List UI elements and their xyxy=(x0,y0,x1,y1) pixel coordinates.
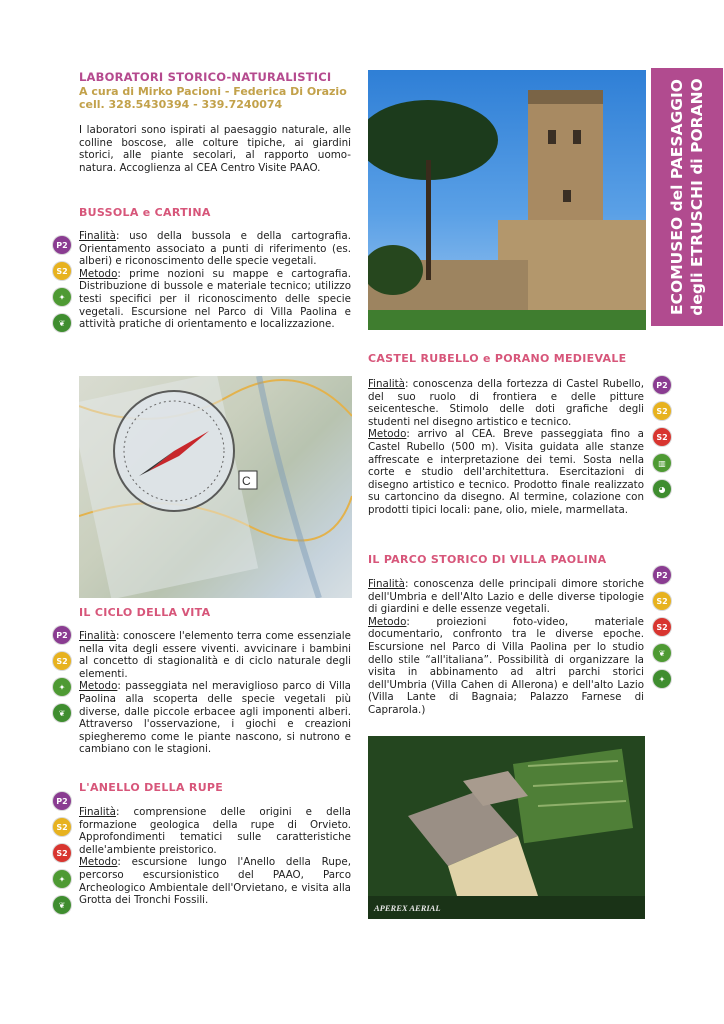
svg-text:C: C xyxy=(242,474,251,488)
side-banner-text xyxy=(667,72,707,322)
side-banner xyxy=(651,68,723,326)
intro-text: I laboratori sono ispirati al paesaggio naturale, alle colline boscose, alle colture tipiche, ai giardini storici, alle piante secolari, al rapporto uomo-natura. Accoglienza al CEA Centro Visite PAAO. xyxy=(79,124,351,174)
metodo-label: Metodo xyxy=(368,428,407,441)
hiking-icon: ✦ xyxy=(53,870,71,888)
finalita-text: : comprensione delle origini e della formazione geologica della rupe di Orvieto. Approfondimenti tematici sulle caratteristiche delle'ambiente preistorico. xyxy=(79,806,351,856)
section-title-castel: CASTEL RUBELLO e PORANO MEDIEVALE xyxy=(368,352,627,365)
metodo-text: : prime nozioni su mappe e cartografia. Distribuzione di bussole e materiale tecnico; utilizzo testi specifici per il riconoscimento delle specie vegetali. Escursione nel Parco di Villa Paolina e attività pratiche di orientamento e localizzazione. xyxy=(79,267,351,331)
p2-icon: P2 xyxy=(53,792,71,810)
photo-credit: APEREX AERIAL xyxy=(374,903,441,913)
villa-aerial-photo xyxy=(368,736,645,919)
finalita-label: Finalità xyxy=(368,378,405,390)
hiking-icon: ✦ xyxy=(53,288,71,306)
s2-icon: S2 xyxy=(53,652,71,670)
icon-column-anello xyxy=(53,792,71,922)
metodo-text: : arrivo al CEA. Breve passeggiata fino a Castel Rubello (500 m). Visita guidata alle stanze affrescate e interpretazione dei temi. Sosta nella corte e studio dell'architettura. Esercitazioni di disegno artistico e tecnico. Prodotto finale realizzato su cartoncino da disegno. Al termine, colazione con prodotti tipici locali: pane, olio, miele, marmellata. xyxy=(368,428,644,516)
p2-icon: P2 xyxy=(653,376,671,394)
section-title-anello: L'ANELLO DELLA RUPE xyxy=(79,781,224,794)
icon-column-bussola xyxy=(53,236,71,336)
compass-map-photo xyxy=(79,376,352,598)
leaf-icon: ❦ xyxy=(53,704,71,722)
section-body-ciclo xyxy=(79,630,351,756)
metodo-label: Metodo xyxy=(79,856,118,869)
icon-column-ciclo xyxy=(53,626,71,726)
side-banner-line1: ECOMUSEO del PAESAGGIO xyxy=(668,79,686,315)
metodo-text: : proiezioni foto-video, materiale documentario, confronto tra le diverse epoche. Escursione nel Parco di Villa Paolina per lo studio dello stile “all'italiana”. Possibilità di organizzare la visita in abbinamento ad altri parchi storici dell'Umbria (Villa Cahen di Allerona) e dell'alto Lazio (Villa Lante di Bagnaia; Palazzo Farnese di Caprarola.) xyxy=(368,615,644,716)
castle-photo xyxy=(368,70,646,330)
s2-red-icon: S2 xyxy=(53,844,71,862)
p2-icon: P2 xyxy=(653,566,671,584)
section-body-bussola xyxy=(79,230,351,331)
section-body-parco xyxy=(368,578,644,717)
finalita-label: Finalità xyxy=(79,630,116,642)
metodo-label: Metodo xyxy=(79,267,118,280)
metodo-label: Metodo xyxy=(368,615,407,628)
s2-red-icon: S2 xyxy=(653,428,671,446)
finalita-label: Finalità xyxy=(79,806,116,818)
icon-column-castel xyxy=(653,376,671,506)
p2-icon: P2 xyxy=(53,236,71,254)
hiking-icon: ✦ xyxy=(653,670,671,688)
icon-column-parco xyxy=(653,566,671,696)
header-phone: cell. 328.5430394 - 339.7240074 xyxy=(79,98,283,111)
finalita-label: Finalità xyxy=(368,578,405,590)
column-icon: ▥ xyxy=(653,454,671,472)
hiking-icon: ✦ xyxy=(53,678,71,696)
finalita-text: : conoscere l'elemento terra come essenziale nella vita degli essere viventi. avvicinare i bambini al concetto di stagionalità e di ciclo naturale degli elementi. xyxy=(79,630,351,680)
metodo-text: : passeggiata nel meraviglioso parco di Villa Paolina alla scoperta delle specie vegetali più diverse, dalle piccole erbacee agli imponenti alberi. Attraverso l'osservazione, i giochi e creazioni spiegheremo come le piante nascono, si nutrono e cambiano con le stagioni. xyxy=(79,680,351,756)
leaf-icon: ❦ xyxy=(653,644,671,662)
side-banner-line2: degli ETRUSCHI di PORANO xyxy=(688,78,706,316)
section-title-parco: IL PARCO STORICO DI VILLA PAOLINA xyxy=(368,553,607,566)
finalita-text: : conoscenza delle principali dimore storiche dell'Umbria e dell'Alto Lazio e delle diverse tipologie di giardini e delle essenze vegetali. xyxy=(368,578,644,616)
leaf-icon: ❦ xyxy=(53,314,71,332)
finalita-text: : uso della bussola e della cartografia. Orientamento associato a punti di riferimento (es. alberi) e riconoscimento delle specie vegetali. xyxy=(79,230,351,268)
finalita-text: : conoscenza della fortezza di Castel Rubello, del suo ruolo di frontiera e delle pitture seicentesche. Stimolo delle doti grafiche degli studenti nel disegno artistico e tecnico. xyxy=(368,378,644,428)
s2-icon: S2 xyxy=(653,592,671,610)
s2-icon: S2 xyxy=(53,262,71,280)
finalita-label: Finalità xyxy=(79,230,116,242)
section-body-anello xyxy=(79,806,351,907)
s2-red-icon: S2 xyxy=(653,618,671,636)
header-authors: A cura di Mirko Pacioni - Federica Di Orazio xyxy=(79,85,347,98)
p2-icon: P2 xyxy=(53,626,71,644)
metodo-label: Metodo xyxy=(79,680,118,693)
section-title-ciclo: IL CICLO DELLA VITA xyxy=(79,606,211,619)
s2-icon: S2 xyxy=(653,402,671,420)
section-body-castel xyxy=(368,378,644,517)
palette-icon: ◕ xyxy=(653,480,671,498)
s2-icon: S2 xyxy=(53,818,71,836)
leaf-icon: ❦ xyxy=(53,896,71,914)
header-title: LABORATORI STORICO-NATURALISTICI xyxy=(79,70,332,84)
section-title-bussola: BUSSOLA e CARTINA xyxy=(79,206,211,219)
metodo-text: : escursione lungo l'Anello della Rupe, percorso escursionistico del PAAO, Parco Archeologico Ambientale dell'Orvietano, e visita alla Grotta dei Tronchi Fossili. xyxy=(79,856,351,907)
